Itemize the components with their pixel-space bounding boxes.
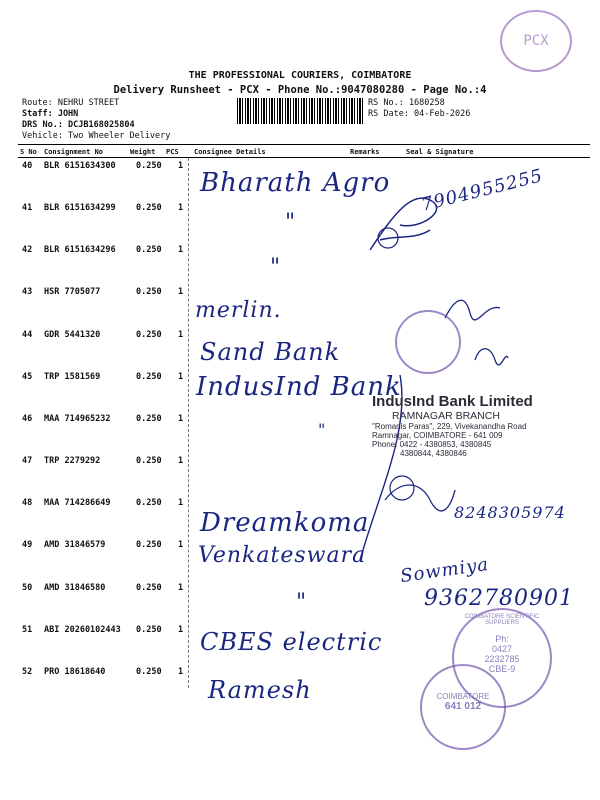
cell-pcs: 1	[178, 414, 184, 424]
cell-sno: 48	[22, 498, 33, 508]
cell-sno: 51	[22, 625, 33, 635]
rs-date-text: RS Date: 04-Feb-2026	[368, 109, 471, 119]
handwritten-consignee: CBES electric	[200, 628, 383, 656]
cell-wt: 0.250	[136, 203, 162, 213]
bank-stamp	[372, 393, 533, 458]
col-header-consignment: Consignment No	[44, 148, 104, 156]
cell-sno: 41	[22, 203, 33, 213]
col-header-seal: Seal & Signature	[406, 148, 474, 156]
handwritten-phone: 7904955255	[419, 165, 546, 216]
cell-wt: 0.250	[136, 625, 162, 635]
cell-wt: 0.250	[136, 540, 162, 550]
bank-stamp-name: IndusInd Bank Limited	[372, 393, 533, 410]
header-top-rule	[18, 144, 590, 145]
cell-wt: 0.250	[136, 498, 162, 508]
route-text: Route: NEHRU STREET	[22, 98, 120, 108]
cell-pcs: 1	[178, 330, 184, 340]
cell-sno: 42	[22, 245, 33, 255]
signature-scribble	[470, 340, 510, 370]
handwritten-ditto: "	[285, 210, 297, 235]
col-header-sno: S No	[20, 148, 37, 156]
cell-cons: AMD 31846580	[44, 583, 106, 593]
cell-cons: PRO 18618640	[44, 667, 106, 677]
supplier-seal-cbe: CBE-9	[488, 664, 516, 674]
cell-pcs: 1	[178, 583, 184, 593]
cell-pcs: 1	[178, 498, 184, 508]
table-row	[0, 456, 600, 496]
bank-stamp-phone2: 4380844, 4380846	[400, 449, 467, 458]
table-row	[0, 287, 600, 327]
cell-wt: 0.250	[136, 161, 162, 171]
col-header-pcs: PCS	[166, 148, 179, 156]
cell-pcs: 1	[178, 540, 184, 550]
cell-pcs: 1	[178, 625, 184, 635]
round-seal-stamp	[395, 310, 461, 374]
cell-pcs: 1	[178, 161, 184, 171]
supplier-seal-num2: 2232785	[484, 654, 520, 664]
cell-sno: 40	[22, 161, 33, 171]
cell-sno: 49	[22, 540, 33, 550]
cell-wt: 0.250	[136, 330, 162, 340]
handwritten-consignee: Sand Bank	[200, 338, 341, 366]
cell-sno: 50	[22, 583, 33, 593]
handwritten-consignee: Venkateswara	[198, 543, 367, 568]
cell-cons: BLR 6151634296	[44, 245, 116, 255]
cell-sno: 52	[22, 667, 33, 677]
supplier-seal-num1: 0427	[491, 644, 513, 654]
drs-text: DRS No.: DCJB168025804	[22, 120, 135, 130]
cell-sno: 46	[22, 414, 33, 424]
cell-wt: 0.250	[136, 667, 162, 677]
cell-pcs: 1	[178, 372, 184, 382]
cell-cons: BLR 6151634300	[44, 161, 116, 171]
cell-sno: 45	[22, 372, 33, 382]
handwritten-consignee: Dreamkoma	[200, 508, 370, 538]
handwritten-consignee: Ramesh	[208, 676, 312, 704]
cell-wt: 0.250	[136, 245, 162, 255]
pcx-stamp: PCX	[500, 10, 572, 72]
table-row	[0, 203, 600, 243]
coimbatore-seal-pin: 641 012	[444, 701, 482, 712]
handwritten-phone: 9362780901	[424, 586, 574, 611]
col-header-weight: Weight	[130, 148, 156, 156]
handwritten-consignee: IndusInd Bank	[196, 372, 402, 402]
cell-sno: 43	[22, 287, 33, 297]
handwritten-consignee: Bharath Agro	[200, 168, 391, 198]
cell-pcs: 1	[178, 667, 184, 677]
handwritten-consignee: merlin.	[195, 298, 282, 323]
bank-stamp-phone: Phone: 0422 - 4380853, 4380845	[372, 440, 492, 449]
coimbatore-seal-stamp	[420, 664, 506, 750]
bank-stamp-address: "Romanis Paras", 229, Vivekanandha Road	[372, 422, 527, 431]
rs-no-text: RS No.: 1680258	[368, 98, 445, 108]
document-title: THE PROFESSIONAL COURIERS, COIMBATORE	[188, 70, 412, 81]
handwritten-signature: Sowmiya	[398, 553, 491, 588]
cell-cons: TRP 1581569	[44, 372, 101, 382]
cell-pcs: 1	[178, 203, 184, 213]
document-subtitle: Delivery Runsheet - PCX - Phone No.:9047080280 - Page No.:4	[113, 84, 487, 96]
col-header-remarks: Remarks	[350, 148, 380, 156]
cell-wt: 0.250	[136, 414, 162, 424]
supplier-seal-ring-text: COIMBATORE SCIENTIFIC SUPPLIERS	[464, 614, 540, 626]
cell-cons: ABI 20260102443	[44, 625, 121, 635]
signature-scribble	[380, 470, 460, 530]
handwritten-ditto: "	[270, 255, 282, 280]
cell-wt: 0.250	[136, 287, 162, 297]
handwritten-phone: 8248305974	[454, 503, 566, 522]
cell-cons: TRP 2279292	[44, 456, 101, 466]
cell-cons: MAA 714965232	[44, 414, 111, 424]
coimbatore-seal-city: COIMBATORE	[436, 692, 490, 701]
staff-text: Staff: JOHN	[22, 109, 79, 119]
cell-pcs: 1	[178, 287, 184, 297]
cell-pcs: 1	[178, 245, 184, 255]
runsheet-meta-right	[368, 98, 470, 120]
col-header-consignee: Consignee Details	[194, 148, 266, 156]
signature-scribble	[360, 180, 450, 260]
cell-wt: 0.250	[136, 372, 162, 382]
bank-stamp-city: Ramnagar, COIMBATORE - 641 009	[372, 431, 503, 440]
vehicle-text: Vehicle: Two Wheeler Delivery	[22, 131, 171, 141]
cell-cons: BLR 6151634299	[44, 203, 116, 213]
handwritten-ditto: "	[318, 420, 327, 439]
cell-wt: 0.250	[136, 583, 162, 593]
cell-cons: AMD 31846579	[44, 540, 106, 550]
cell-sno: 47	[22, 456, 33, 466]
header-bottom-rule	[18, 157, 590, 158]
cell-cons: MAA 714286649	[44, 498, 111, 508]
supplier-seal-ph: Ph:	[495, 634, 509, 644]
bank-stamp-branch: RAMNAGAR BRANCH	[392, 410, 500, 422]
cell-cons: GDR 5441320	[44, 330, 101, 340]
cell-wt: 0.250	[136, 456, 162, 466]
handwritten-ditto: "	[296, 590, 308, 615]
table-row	[0, 245, 600, 285]
cell-pcs: 1	[178, 456, 184, 466]
runsheet-meta-left	[22, 98, 170, 142]
cell-sno: 44	[22, 330, 33, 340]
cell-cons: HSR 7705077	[44, 287, 101, 297]
barcode	[237, 98, 363, 124]
